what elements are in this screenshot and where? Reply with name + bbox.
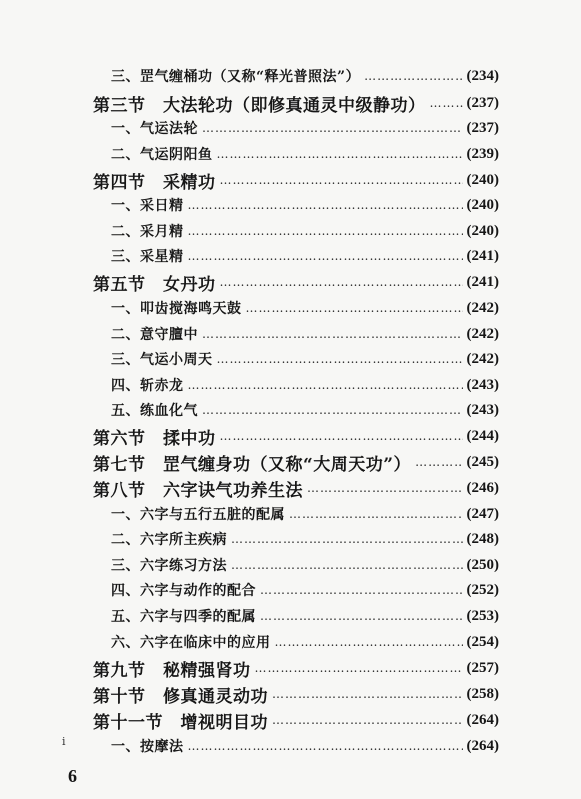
dot-leader: [246, 301, 463, 315]
dot-leader: [364, 69, 462, 83]
dot-leader: [188, 249, 463, 263]
dot-leader: [430, 96, 463, 110]
toc-entry-page: (242): [466, 299, 499, 316]
dot-leader: [202, 121, 463, 135]
toc-entry: [111, 399, 499, 421]
toc-entry-page: (257): [466, 659, 499, 676]
toc-entry-title: 第九节 秘精强肾功: [93, 660, 251, 681]
toc-entry: [93, 169, 499, 191]
toc-entry-page: (243): [466, 376, 499, 393]
toc-entry: [111, 245, 499, 267]
toc-entry-page: (253): [466, 607, 499, 624]
toc-entry-page: (248): [466, 530, 499, 547]
toc-entry-title: 三、六字练习方法: [111, 558, 227, 574]
toc-entry: [93, 425, 499, 447]
toc-entry-title: 第六节 揉中功: [93, 428, 216, 449]
dot-leader: [415, 455, 462, 469]
toc-entry-title: 第十一节 增视明目功: [93, 712, 268, 733]
dot-leader: [275, 635, 463, 649]
dot-leader: [260, 583, 463, 597]
dot-leader: [272, 687, 463, 701]
toc-entry-title: 三、采星精: [111, 249, 184, 265]
toc-entry-page: (246): [466, 479, 499, 496]
toc-entry-page: (258): [466, 685, 499, 702]
toc-entry-page: (244): [466, 427, 499, 444]
dot-leader: [255, 661, 463, 675]
toc-entry-title: 五、练血化气: [111, 403, 198, 419]
toc-entry-title: 第五节 女丹功: [93, 274, 216, 295]
toc-entry-title: 二、采月精: [111, 224, 184, 240]
dot-leader: [260, 609, 463, 623]
toc-entry-title: 四、六字与动作的配合: [111, 583, 256, 599]
toc-entry-title: 第七节 罡气缠身功（又称“大周天功”）: [93, 454, 412, 475]
dot-leader: [188, 378, 463, 392]
toc-entry-page: (264): [466, 737, 499, 754]
toc-entry-page: (264): [466, 711, 499, 728]
toc-entry-title: 二、六字所主疾病: [111, 532, 227, 548]
toc-entry: [93, 271, 499, 293]
dot-leader: [289, 507, 463, 521]
toc-entry: [111, 631, 499, 653]
dot-leader: [202, 327, 463, 341]
toc-entry: [93, 709, 499, 731]
toc-entry: [111, 143, 499, 165]
toc-entry-title: 一、采日精: [111, 198, 184, 214]
dot-leader: [220, 275, 463, 289]
toc-entry-title: 第三节 大法轮功（即修真通灵中级静功）: [93, 95, 426, 116]
toc-entry-page: (243): [466, 401, 499, 418]
dot-leader: [188, 739, 463, 753]
toc-entry: [111, 323, 499, 345]
toc-entry: [111, 194, 499, 216]
toc-entry-title: 第八节 六字诀气功养生法: [93, 480, 303, 501]
toc-entry-title: 一、六字与五行五脏的配属: [111, 507, 285, 523]
dot-leader: [272, 713, 463, 727]
dot-leader: [307, 481, 463, 495]
toc-entry-page: (239): [466, 145, 499, 162]
toc-entry-page: (240): [466, 196, 499, 213]
toc-entry: [111, 605, 499, 627]
toc-entry-title: 六、六字在临床中的应用: [111, 635, 271, 651]
toc-entry-page: (242): [466, 350, 499, 367]
page-number: 6: [68, 766, 77, 786]
margin-mark: i: [62, 735, 66, 748]
toc-entry: [111, 735, 499, 757]
toc-entry: [93, 477, 499, 499]
toc-entry-title: 二、意守膻中: [111, 327, 198, 343]
toc-entry-page: (237): [466, 119, 499, 136]
toc-entry-page: (240): [466, 171, 499, 188]
dot-leader: [217, 147, 463, 161]
toc-entry-title: 一、按摩法: [111, 739, 184, 755]
dot-leader: [217, 352, 463, 366]
dot-leader: [231, 532, 463, 546]
toc-entry: [111, 117, 499, 139]
toc-entry: [111, 65, 499, 87]
toc-entry-page: (245): [466, 453, 499, 470]
toc-entry: [111, 503, 499, 525]
toc-entry-title: 五、六字与四季的配属: [111, 609, 256, 625]
toc-entry-title: 四、斩赤龙: [111, 378, 184, 394]
toc-entry: [93, 92, 499, 114]
toc-entry: [111, 348, 499, 370]
toc-entry: [111, 528, 499, 550]
toc-entry-page: (254): [466, 633, 499, 650]
toc-entry-title: 第十节 修真通灵动功: [93, 686, 268, 707]
dot-leader: [188, 224, 463, 238]
toc-entry-title: 一、叩齿搅海鸣天鼓: [111, 301, 242, 317]
toc-entry-title: 三、气运小周天: [111, 352, 213, 368]
dot-leader: [188, 198, 463, 212]
dot-leader: [202, 403, 463, 417]
toc-entry-title: 第四节 采精功: [93, 172, 216, 193]
toc-entry-title: 一、气运法轮: [111, 121, 198, 137]
toc-entry-title: 三、罡气缠桶功（又称“释光普照法”）: [111, 69, 361, 85]
toc-entry-page: (250): [466, 556, 499, 573]
toc-entry-title: 二、气运阴阳鱼: [111, 147, 213, 163]
toc-entry-page: (252): [466, 581, 499, 598]
toc-entry: [93, 683, 499, 705]
toc-entry-page: (247): [466, 505, 499, 522]
toc-entry-page: (234): [466, 67, 499, 84]
toc-entry: [93, 657, 499, 679]
toc-entry-page: (237): [466, 94, 499, 111]
toc-entry: [111, 579, 499, 601]
toc-entry-page: (241): [466, 247, 499, 264]
dot-leader: [220, 429, 463, 443]
toc-entry-page: (241): [466, 273, 499, 290]
dot-leader: [220, 173, 463, 187]
dot-leader: [231, 558, 463, 572]
toc-entry: [111, 554, 499, 576]
toc-entry: [93, 451, 499, 473]
toc-entry: [111, 374, 499, 396]
toc-entry-page: (240): [466, 222, 499, 239]
toc-entry-page: (242): [466, 325, 499, 342]
toc-entry: [111, 220, 499, 242]
toc-entry: [111, 297, 499, 319]
